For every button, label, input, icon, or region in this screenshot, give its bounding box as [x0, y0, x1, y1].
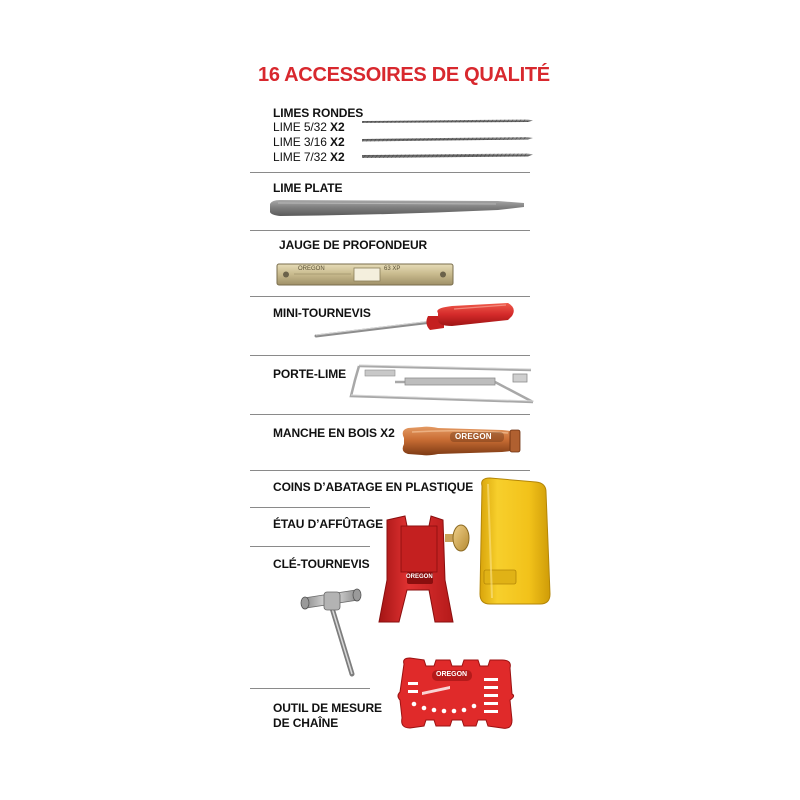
chain-gauge-label-line2: DE CHAÎNE: [273, 716, 339, 730]
separator: [250, 414, 530, 415]
separator: [250, 688, 370, 689]
round-file-variant: [273, 135, 345, 150]
round-file-variant: [273, 120, 345, 135]
scrench-label: CLÉ-TOURNEVIS: [273, 557, 370, 571]
flat-file-label: LIME PLATE: [273, 181, 343, 195]
separator: [250, 296, 530, 297]
wood-handle-image: [398, 420, 523, 462]
scrench-image: [300, 586, 364, 682]
felling-wedge-image: [474, 474, 554, 608]
mini-screwdriver-label: MINI-TOURNEVIS: [273, 306, 371, 320]
variant-qty: X2: [330, 135, 345, 149]
vise-brand: OREGON: [406, 574, 433, 580]
depth-gauge-marking-left: OREGON: [298, 266, 325, 272]
depth-gauge-marking-right: 63 XP: [384, 266, 401, 272]
round-file-3-16: [362, 137, 533, 142]
separator: [250, 546, 370, 547]
variant-name: LIME 5/32: [273, 120, 327, 134]
round-files-label: LIMES RONDES: [273, 106, 364, 120]
chain-gauge-brand: OREGON: [436, 671, 468, 678]
chain-gauge-label-line1: OUTIL DE MESURE: [273, 701, 382, 715]
file-holder-image: [345, 360, 540, 408]
round-file-variant: [273, 150, 345, 165]
depth-gauge-label: JAUGE DE PROFONDEUR: [279, 238, 428, 252]
flat-file-image: [268, 196, 528, 222]
round-files-image: [360, 115, 535, 165]
variant-name: LIME 3/16: [273, 135, 327, 149]
separator: [250, 355, 530, 356]
separator: [250, 230, 530, 231]
round-file-7-32: [362, 154, 533, 159]
variant-qty: X2: [330, 120, 345, 134]
wood-handle-label: MANCHE EN BOIS X2: [273, 426, 395, 440]
variant-qty: X2: [330, 150, 345, 164]
felling-wedges-label: COINS D’ABATAGE EN PLASTIQUE: [273, 480, 474, 494]
mini-screwdriver-image: [312, 300, 517, 340]
separator: [250, 470, 530, 471]
variant-name: LIME 7/32: [273, 150, 327, 164]
chain-gauge-image: [392, 656, 522, 732]
file-holder-label: PORTE-LIME: [273, 367, 346, 381]
separator: [250, 172, 530, 173]
round-file-5-32: [362, 120, 533, 124]
vise-image: [373, 510, 473, 628]
vise-label: ÉTAU D’AFFÛTAGE: [273, 517, 384, 531]
wood-handle-brand: OREGON: [455, 432, 492, 441]
page-title: 16 ACCESSOIRES DE QUALITÉ: [258, 64, 550, 86]
separator: [250, 507, 370, 508]
